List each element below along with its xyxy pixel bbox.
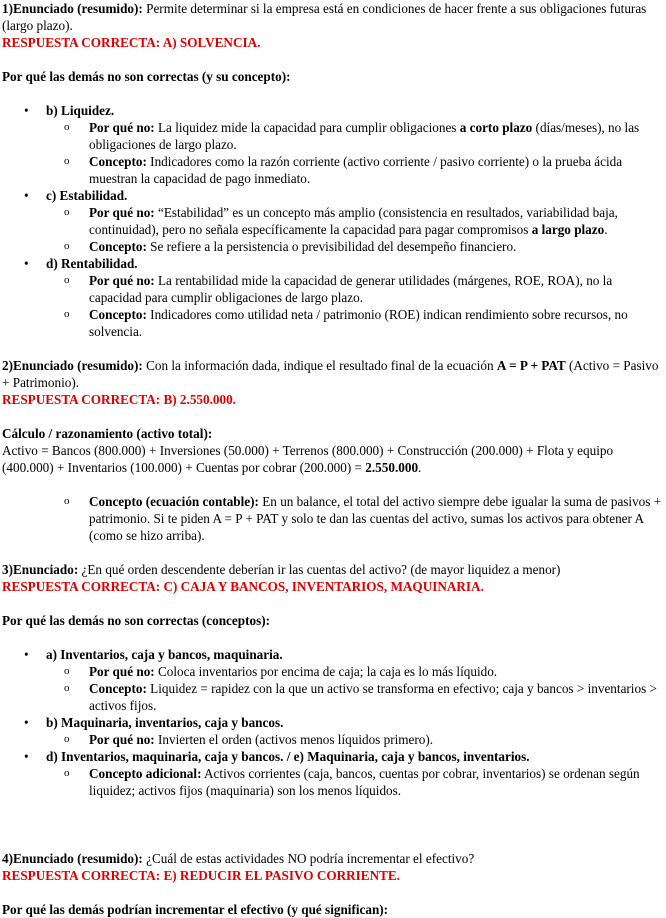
q1-why-title: Por qué las demás no son correctas (y su concepto): [2,69,291,84]
q4-why-title: Por qué las demás podrían incrementar el efectivo (y qué significan): [2,902,389,917]
q1-option-c: • c) Estabilidad. [2,187,664,204]
q2-calc-text: Activo = Bancos (800.000) + Inversiones (50.000) + Terrenos (800.000) + Construcción (200.000) + Flota y equipo (400.000) + Inventarios (100.000) + Cuentas por cobrar (200.000) = 2.550.000. [2,443,614,475]
q1-answer: RESPUESTA CORRECTA: A) SOLVENCIA. [2,35,261,50]
q1-number: 1)Enunciado (resumido): [2,1,143,16]
q3-option-a-why: o Por qué no: Coloca inventarios por encima de caja; la caja es lo más líquido. [2,663,664,680]
q3-option-d-e-concept: o Concepto adicional: Activos corrientes (caja, bancos, cuentas por cobrar, inventarios) se ordenan según liquidez; activos fijos (maquinaria) son los menos líquidos. [2,765,664,799]
q1-option-b-why: o Por qué no: La liquidez mide la capacidad para cumplir obligaciones a corto plazo (días/meses), no las obligaciones de largo plazo. [2,119,664,153]
q2-concept-list [2,493,664,544]
q1-option-b: • b) Liquidez. [2,102,664,119]
q3-option-b-why: o Por qué no: Invierten el orden (activos menos líquidos primero). [2,731,664,748]
q2-statement: 2)Enunciado (resumido): Con la información dada, indique el resultado final de la ecuación A = P + PAT (Activo = Pasivo + Patrimonio). [2,358,659,390]
q3-statement: 3)Enunciado: ¿En qué orden descendente deberían ir las cuentas del activo? (de mayor liquidez a menor) [2,562,561,577]
q1-option-d-concept: o Concepto: Indicadores como utilidad neta / patrimonio (ROE) indican rendimiento sobre recursos, no solvencia. [2,306,664,340]
q1-text: Permite determinar si la empresa está en condiciones de hacer frente a sus obligaciones futuras (largo plazo). [2,1,647,33]
q2-calc-title: Cálculo / razonamiento (activo total): [2,426,213,441]
q2-concept: o Concepto (ecuación contable): En un balance, el total del activo siempre debe igualar la suma de pasivos + patrimonio. Si te piden A = P + PAT y solo te dan las cuentas del activo, sumas los activos para obtener A (como se hizo arriba). [2,493,664,544]
q3-option-a: • a) Inventarios, caja y bancos, maquinaria. [2,646,664,663]
q1-option-c-why: o Por qué no: “Estabilidad” es un concepto más amplio (consistencia en resultados, variabilidad baja, continuidad), pero no señala específicamente la capacidad para pagar compromisos a largo plazo. [2,204,664,238]
q3-option-a-concept: o Concepto: Liquidez = rapidez con la que un activo se transforma en efectivo; caja y bancos > inventarios > activos fijos. [2,680,664,714]
q1-option-d: • d) Rentabilidad. [2,255,664,272]
q3-option-b: • b) Maquinaria, inventarios, caja y bancos. [2,714,664,731]
q4-statement: 4)Enunciado (resumido): ¿Cuál de estas actividades NO podría incrementar el efectivo? [2,851,475,866]
q1-options-list [2,102,664,340]
q3-option-d-e: • d) Inventarios, maquinaria, caja y bancos. / e) Maquinaria, caja y bancos, inventarios. [2,748,664,765]
q1-option-d-why: o Por qué no: La rentabilidad mide la capacidad de generar utilidades (márgenes, ROE, ROA), no la capacidad para cumplir obligaciones de largo plazo. [2,272,664,306]
q4-answer: RESPUESTA CORRECTA: E) REDUCIR EL PASIVO CORRIENTE. [2,868,400,883]
q1-option-b-concept: o Concepto: Indicadores como la razón corriente (activo corriente / pasivo corriente) o la prueba ácida muestran la capacidad de pago inmediato. [2,153,664,187]
q3-options-list [2,646,664,799]
q1-statement [2,0,664,34]
q3-answer: RESPUESTA CORRECTA: C) CAJA Y BANCOS, INVENTARIOS, MAQUINARIA. [2,579,484,594]
q2-answer: RESPUESTA CORRECTA: B) 2.550.000. [2,392,236,407]
q3-why-title: Por qué las demás no son correctas (conceptos): [2,613,270,628]
q1-option-c-concept: o Concepto: Se refiere a la persistencia o previsibilidad del desempeño financiero. [2,238,664,255]
